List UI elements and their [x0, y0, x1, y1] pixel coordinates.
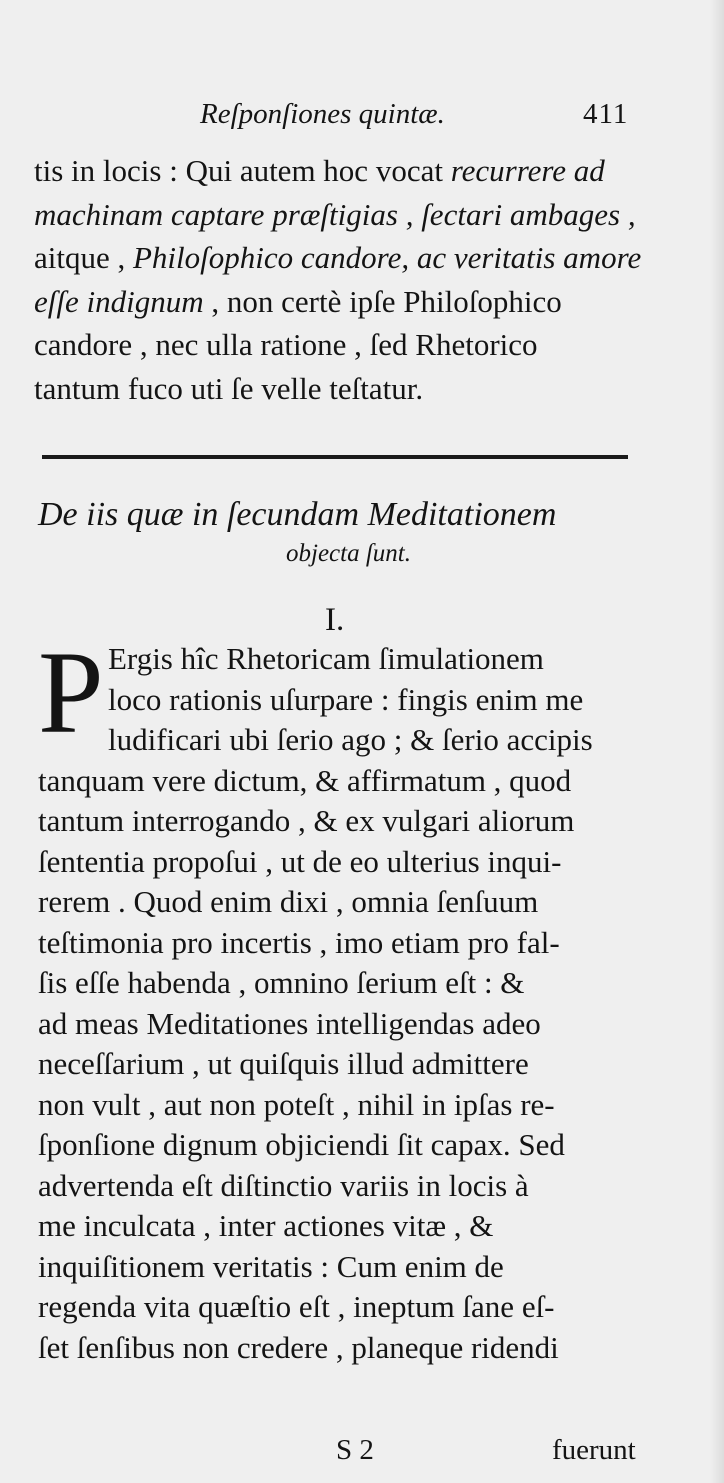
italic-phrase: machinam captare præſtigias , ſectari ambages ,	[34, 196, 636, 232]
body-line: loco rationis uſurpare : fingis enim me	[108, 681, 584, 717]
body-line: ad meas Meditationes intelligendas adeo	[38, 1005, 541, 1041]
top-paragraph-line	[34, 370, 654, 407]
body-line: rerem . Quod enim dixi , omnia ſenſuum	[38, 884, 539, 919]
page-edge-shadow	[710, 0, 724, 1483]
section-subheading: objecta ſunt.	[286, 540, 411, 567]
body-line: ſponſione dignum objiciendi ſit capax. Sed	[38, 1127, 565, 1162]
top-paragraph-line	[34, 326, 654, 363]
text-run: candore , nec ulla ratione , ſed Rhetorico	[34, 327, 538, 362]
section-heading: De iis quæ in ſecundam Meditationem	[38, 496, 557, 533]
body-line: tantum interrogando , & ex vulgari aliorum	[38, 803, 575, 838]
top-paragraph-line	[34, 152, 654, 189]
text-run: tis in locis : Qui autem hoc vocat	[34, 153, 451, 188]
body-line: teſtimonia pro incertis , imo etiam pro fal-	[38, 924, 560, 960]
body-line: regenda vita quæſtio eſt , ineptum ſane eſ-	[38, 1289, 555, 1324]
section-divider-rule	[42, 455, 628, 459]
top-paragraph-line	[34, 196, 654, 233]
body-line: ſet ſenſibus non credere , planeque ridendi	[38, 1329, 559, 1365]
running-head-title: Reſponſiones quintæ.	[200, 98, 445, 130]
text-run: , non certè ipſe Philoſophico	[203, 283, 562, 319]
body-line: Ergis hîc Rhetoricam ſimulationem	[108, 641, 544, 676]
italic-phrase: eſſe indignum	[34, 283, 204, 319]
signature-mark: S 2	[336, 1434, 374, 1466]
body-line: neceſſarium , ut quiſquis illud admittere	[38, 1046, 529, 1081]
page-number: 411	[583, 98, 629, 130]
text-run: aitque ,	[34, 240, 133, 275]
body-line: ludificari ubi ſerio ago ; & ſerio accipis	[108, 722, 593, 757]
top-paragraph-line	[34, 239, 654, 276]
body-line: me inculcata , inter actiones vitæ , &	[38, 1208, 494, 1243]
text-run: tantum fuco uti ſe velle teſtatur.	[34, 370, 424, 406]
body-line: inquiſitionem veritatis : Cum enim de	[38, 1248, 504, 1284]
section-numeral: I.	[325, 602, 345, 638]
body-line: ſis eſſe habenda , omnino ſerium eſt : &	[38, 965, 525, 1000]
catchword: fuerunt	[552, 1434, 636, 1466]
body-line: tanquam vere dictum, & affirmatum , quod	[38, 762, 572, 798]
italic-phrase: recurrere ad	[450, 153, 605, 188]
body-line: non vult , aut non poteſt , nihil in ipſas re-	[38, 1086, 555, 1122]
body-line: ſententia propoſui , ut de eo ulterius inqui-	[38, 843, 562, 879]
top-paragraph-line	[34, 283, 654, 320]
drop-cap-letter: P	[38, 627, 104, 758]
italic-phrase: Philoſophico candore, ac veritatis amore	[133, 240, 642, 275]
body-line: advertenda eſt diſtinctio variis in locis à	[38, 1167, 529, 1203]
